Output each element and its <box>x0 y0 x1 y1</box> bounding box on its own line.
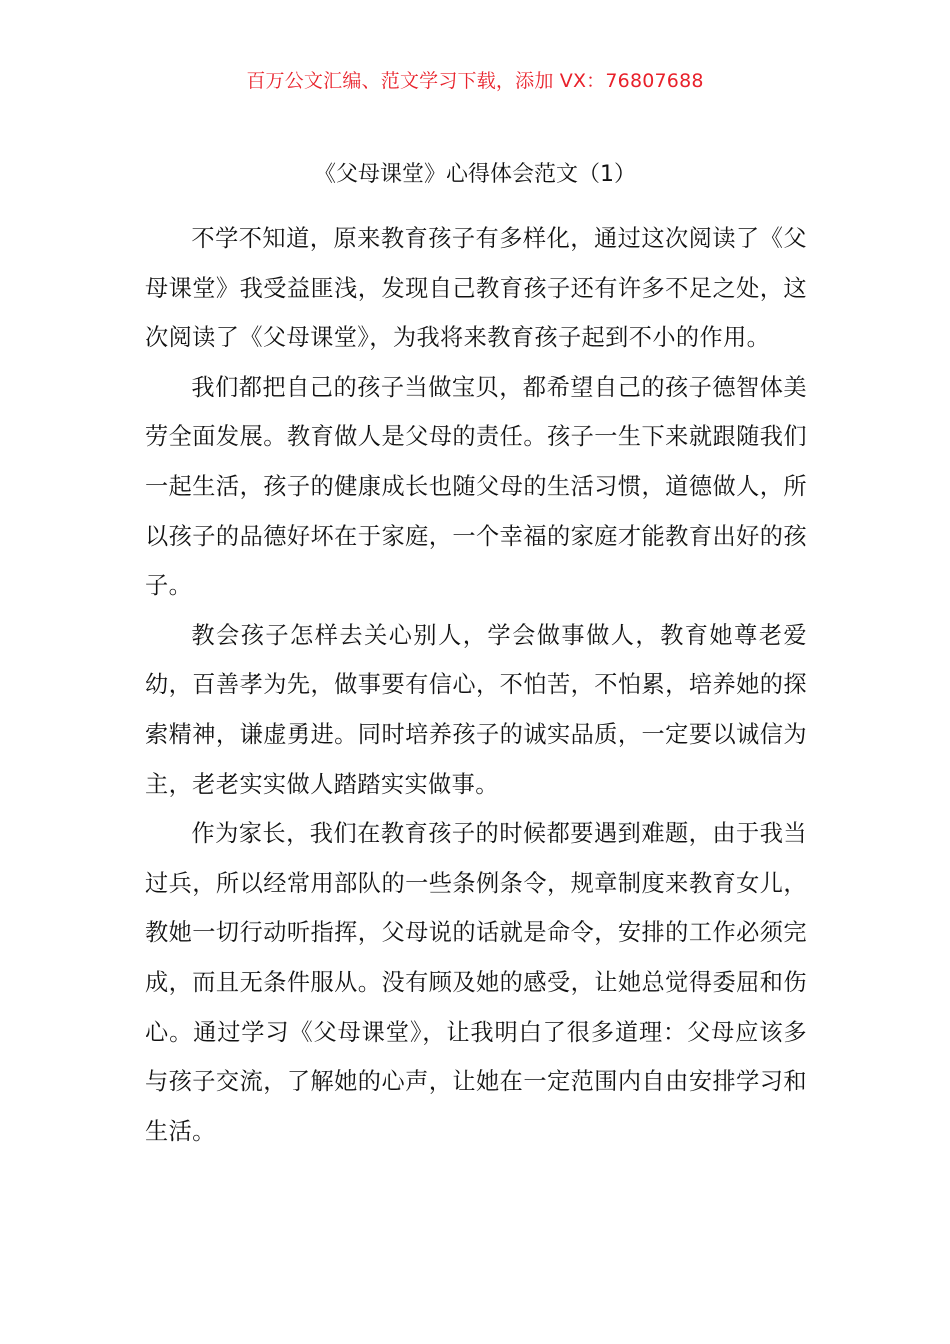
paragraph-1: 不学不知道，原来教育孩子有多样化，通过这次阅读了《父母课堂》我受益匪浅，发现自己教育孩子还有许多不足之处，这次阅读了《父母课堂》，为我将来教育孩子起到不小的作用。 <box>145 225 807 352</box>
paragraph-2: 我们都把自己的孩子当做宝贝，都希望自己的孩子德智体美劳全面发展。教育做人是父母的责任。孩子一生下来就跟随我们一起生活，孩子的健康成长也随父母的生活习惯，道德做人，所以孩子的品德好坏在于家庭，一个幸福的家庭才能教育出好的孩子。 <box>145 373 807 600</box>
watermark-header: 百万公文汇编、范文学习下载，添加 VX：76807688 <box>246 70 704 92</box>
paragraph-3: 教会孩子怎样去关心别人，学会做事做人，教育她尊老爱幼，百善孝为先，做事要有信心，不怕苦，不怕累，培养她的探索精神，谦虚勇进。同时培养孩子的诚实品质，一定要以诚信为主，老老实实做人踏踏实实做事。 <box>145 621 807 798</box>
paragraph-4: 作为家长，我们在教育孩子的时候都要遇到难题，由于我当过兵，所以经常用部队的一些条例条令，规章制度来教育女儿，教她一切行动听指挥，父母说的话就是命令，安排的工作必须完成，而且无条件服从。没有顾及她的感受，让她总觉得委屈和伤心。通过学习《父母课堂》，让我明白了很多道理：父母应该多与孩子交流，了解她的心声，让她在一定范围内自由安排学习和生活。 <box>145 820 807 1145</box>
document-body <box>145 214 807 1156</box>
document-title: 《父母课堂》心得体会范文（1） <box>314 162 636 187</box>
